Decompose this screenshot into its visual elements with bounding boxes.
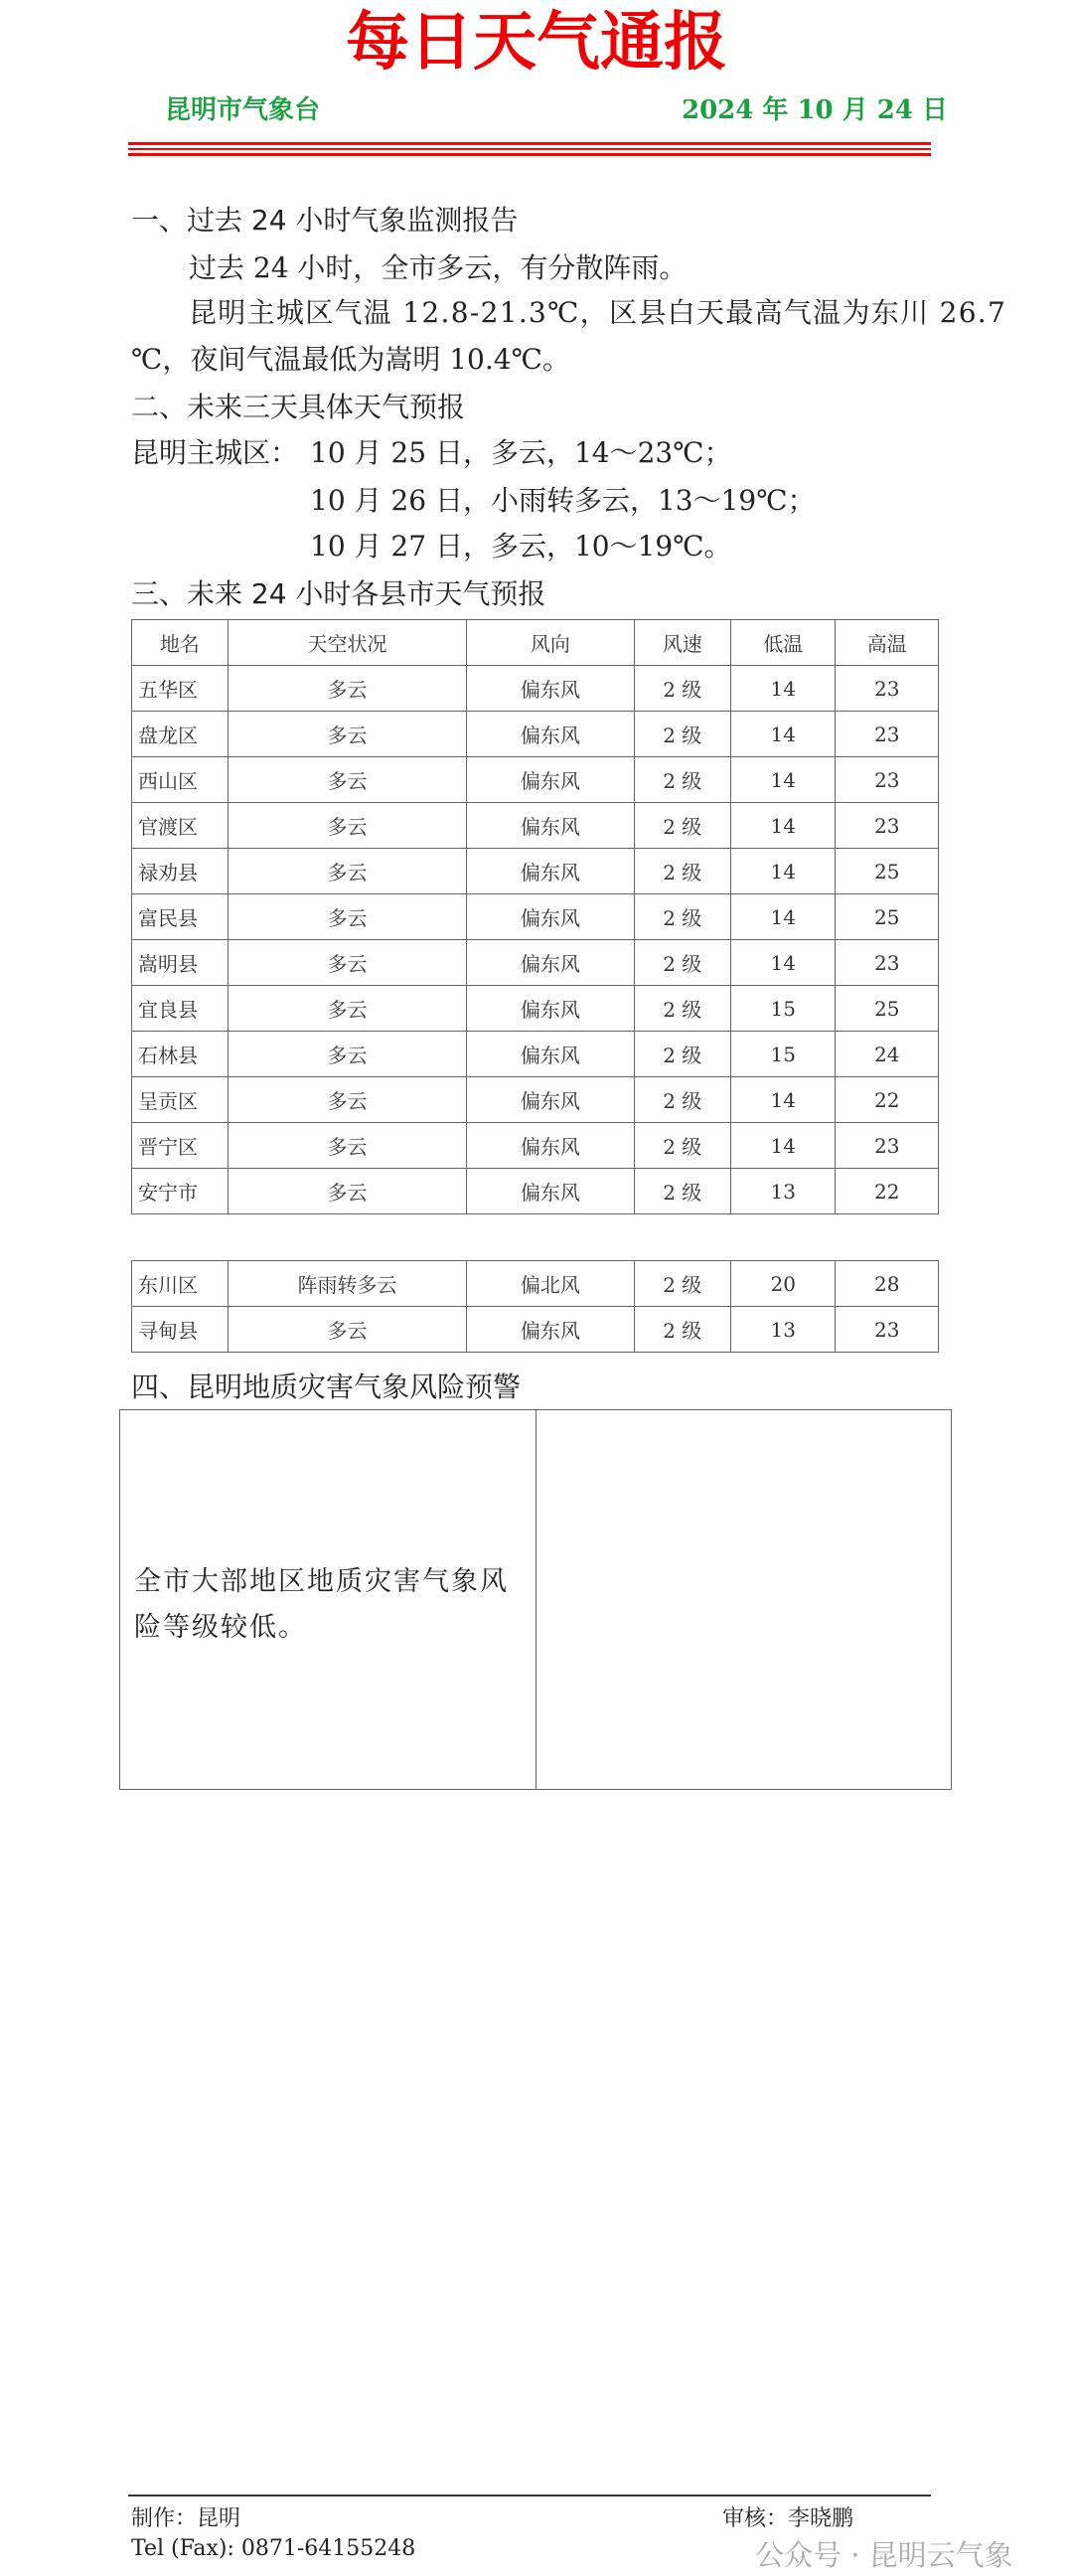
table-row — [132, 849, 939, 894]
footer-reviewer: 审核：李晓鹏 — [722, 2506, 854, 2531]
table-cell: 偏东风 — [467, 803, 634, 849]
column-header: 地名 — [132, 620, 229, 666]
table-cell: 14 — [731, 757, 836, 803]
table-cell: 禄劝县 — [132, 849, 229, 894]
table-cell: 15 — [731, 1032, 836, 1077]
table-cell: 石林县 — [132, 1032, 229, 1077]
table-cell: 2 级 — [634, 894, 731, 940]
table-cell: 23 — [836, 803, 939, 849]
table-cell: 偏东风 — [467, 1123, 634, 1169]
table-cell: 23 — [836, 666, 939, 712]
table-cell: 多云 — [228, 1169, 467, 1214]
section2-heading: 二、未来三天具体天气预报 — [131, 391, 466, 423]
watermark: 公众号 · 昆明云气象 — [755, 2538, 1013, 2572]
table-cell: 23 — [836, 757, 939, 803]
table-cell: 多云 — [228, 712, 467, 757]
table-cell: 偏东风 — [467, 712, 634, 757]
table-cell: 14 — [731, 666, 836, 712]
table-cell: 14 — [731, 894, 836, 940]
table-cell: 14 — [731, 849, 836, 894]
table-cell: 28 — [836, 1261, 939, 1307]
section1-line: 过去 24 小时，全市多云，有分散阵雨。 — [189, 251, 688, 284]
section1-heading: 一、过去 24 小时气象监测报告 — [131, 204, 519, 237]
footer-maker: 制作：昆明 — [131, 2506, 241, 2531]
table-cell: 14 — [731, 1123, 836, 1169]
table-cell: 2 级 — [634, 757, 731, 803]
table-row — [132, 1307, 939, 1353]
table-cell: 14 — [731, 712, 836, 757]
table-cell: 2 级 — [634, 1169, 731, 1214]
table-cell: 多云 — [228, 894, 467, 940]
column-header: 风速 — [634, 620, 731, 666]
table-cell: 2 级 — [634, 803, 731, 849]
table-cell: 24 — [836, 1032, 939, 1077]
table-row — [132, 712, 939, 757]
table-cell: 多云 — [228, 1032, 467, 1077]
table-cell: 呈贡区 — [132, 1077, 229, 1123]
table-cell: 多云 — [228, 1077, 467, 1123]
table-cell: 偏东风 — [467, 894, 634, 940]
table-cell: 2 级 — [634, 849, 731, 894]
county-forecast-table — [131, 619, 939, 1214]
forecast-day: 10 月 25 日，多云，14～23℃； — [310, 436, 732, 469]
column-header: 天空状况 — [228, 620, 467, 666]
table-cell: 25 — [836, 849, 939, 894]
table-cell: 2 级 — [634, 712, 731, 757]
table-cell: 偏东风 — [467, 940, 634, 986]
table-header-row — [132, 620, 939, 666]
table-cell: 15 — [731, 986, 836, 1032]
county-forecast-table-extra — [131, 1260, 939, 1353]
table-cell: 官渡区 — [132, 803, 229, 849]
table-row — [132, 894, 939, 940]
table-row — [132, 1261, 939, 1307]
table-cell: 25 — [836, 894, 939, 940]
report-title: 每日天气通报 — [346, 6, 727, 80]
table-cell: 多云 — [228, 757, 467, 803]
table-cell: 西山区 — [132, 757, 229, 803]
table-cell: 盘龙区 — [132, 712, 229, 757]
table-cell: 2 级 — [634, 1307, 731, 1353]
table-cell: 偏东风 — [467, 1032, 634, 1077]
geo-hazard-text: 全市大部地区地质灾害气象风险等级较低。 — [134, 1566, 509, 1643]
forecast-day: 10 月 26 日，小雨转多云，13～19℃； — [310, 484, 816, 517]
forecast-area-label: 昆明主城区： — [131, 436, 299, 469]
table-row — [132, 803, 939, 849]
column-header: 低温 — [731, 620, 836, 666]
table-cell: 2 级 — [634, 986, 731, 1032]
section3-heading: 三、未来 24 小时各县市天气预报 — [131, 577, 546, 610]
table-row — [132, 940, 939, 986]
table-row — [132, 1169, 939, 1214]
table-cell: 嵩明县 — [132, 940, 229, 986]
report-date: 2024 年 10 月 24 日 — [682, 95, 948, 125]
agency-name: 昆明市气象台 — [165, 95, 321, 125]
table-cell: 23 — [836, 1307, 939, 1353]
table-cell: 23 — [836, 712, 939, 757]
table-cell: 14 — [731, 803, 836, 849]
table-cell: 偏东风 — [467, 1077, 634, 1123]
table-cell: 寻甸县 — [132, 1307, 229, 1353]
table-cell: 13 — [731, 1307, 836, 1353]
table-cell: 2 级 — [634, 1077, 731, 1123]
table-cell: 20 — [731, 1261, 836, 1307]
header-divider — [128, 142, 931, 145]
table-cell: 13 — [731, 1169, 836, 1214]
table-cell: 25 — [836, 986, 939, 1032]
table-cell: 22 — [836, 1077, 939, 1123]
footer-tel: Tel (Fax): 0871-64155248 — [131, 2536, 416, 2561]
table-cell: 多云 — [228, 666, 467, 712]
forecast-day: 10 月 27 日，多云，10～19℃。 — [310, 530, 732, 563]
column-header: 高温 — [836, 620, 939, 666]
table-row — [132, 986, 939, 1032]
table-cell: 14 — [731, 1077, 836, 1123]
table-cell: 多云 — [228, 1307, 467, 1353]
header-divider — [128, 153, 931, 156]
section1-line: 昆明主城区气温 12.8-21.3℃，区县白天最高气温为东川 26.7 — [189, 296, 1007, 329]
table-cell: 23 — [836, 940, 939, 986]
table-cell: 偏东风 — [467, 666, 634, 712]
section1-line: ℃，夜间气温最低为嵩明 10.4℃。 — [131, 343, 570, 376]
table-cell: 多云 — [228, 1123, 467, 1169]
table-cell: 多云 — [228, 849, 467, 894]
geo-hazard-box — [119, 1409, 952, 1790]
table-cell: 安宁市 — [132, 1169, 229, 1214]
table-cell: 偏东风 — [467, 1169, 634, 1214]
table-cell: 23 — [836, 1123, 939, 1169]
table-cell: 2 级 — [634, 666, 731, 712]
table-cell: 2 级 — [634, 1032, 731, 1077]
table-cell: 偏北风 — [467, 1261, 634, 1307]
footer-divider — [128, 2495, 931, 2496]
table-row — [132, 666, 939, 712]
table-cell: 多云 — [228, 986, 467, 1032]
table-cell: 东川区 — [132, 1261, 229, 1307]
table-cell: 2 级 — [634, 940, 731, 986]
table-cell: 五华区 — [132, 666, 229, 712]
table-cell: 2 级 — [634, 1123, 731, 1169]
table-cell: 宜良县 — [132, 986, 229, 1032]
table-row — [132, 1123, 939, 1169]
table-cell: 阵雨转多云 — [228, 1261, 467, 1307]
table-cell: 晋宁区 — [132, 1123, 229, 1169]
header-divider — [128, 148, 931, 150]
table-cell: 富民县 — [132, 894, 229, 940]
table-cell: 22 — [836, 1169, 939, 1214]
column-header: 风向 — [467, 620, 634, 666]
table-row — [132, 1077, 939, 1123]
table-cell: 多云 — [228, 803, 467, 849]
table-cell: 偏东风 — [467, 849, 634, 894]
table-cell: 偏东风 — [467, 1307, 634, 1353]
table-row — [132, 757, 939, 803]
table-cell: 多云 — [228, 940, 467, 986]
table-cell: 14 — [731, 940, 836, 986]
table-cell: 偏东风 — [467, 986, 634, 1032]
table-cell: 2 级 — [634, 1261, 731, 1307]
table-row — [132, 1032, 939, 1077]
section4-heading: 四、昆明地质灾害气象风险预警 — [131, 1370, 522, 1403]
table-cell: 偏东风 — [467, 757, 634, 803]
